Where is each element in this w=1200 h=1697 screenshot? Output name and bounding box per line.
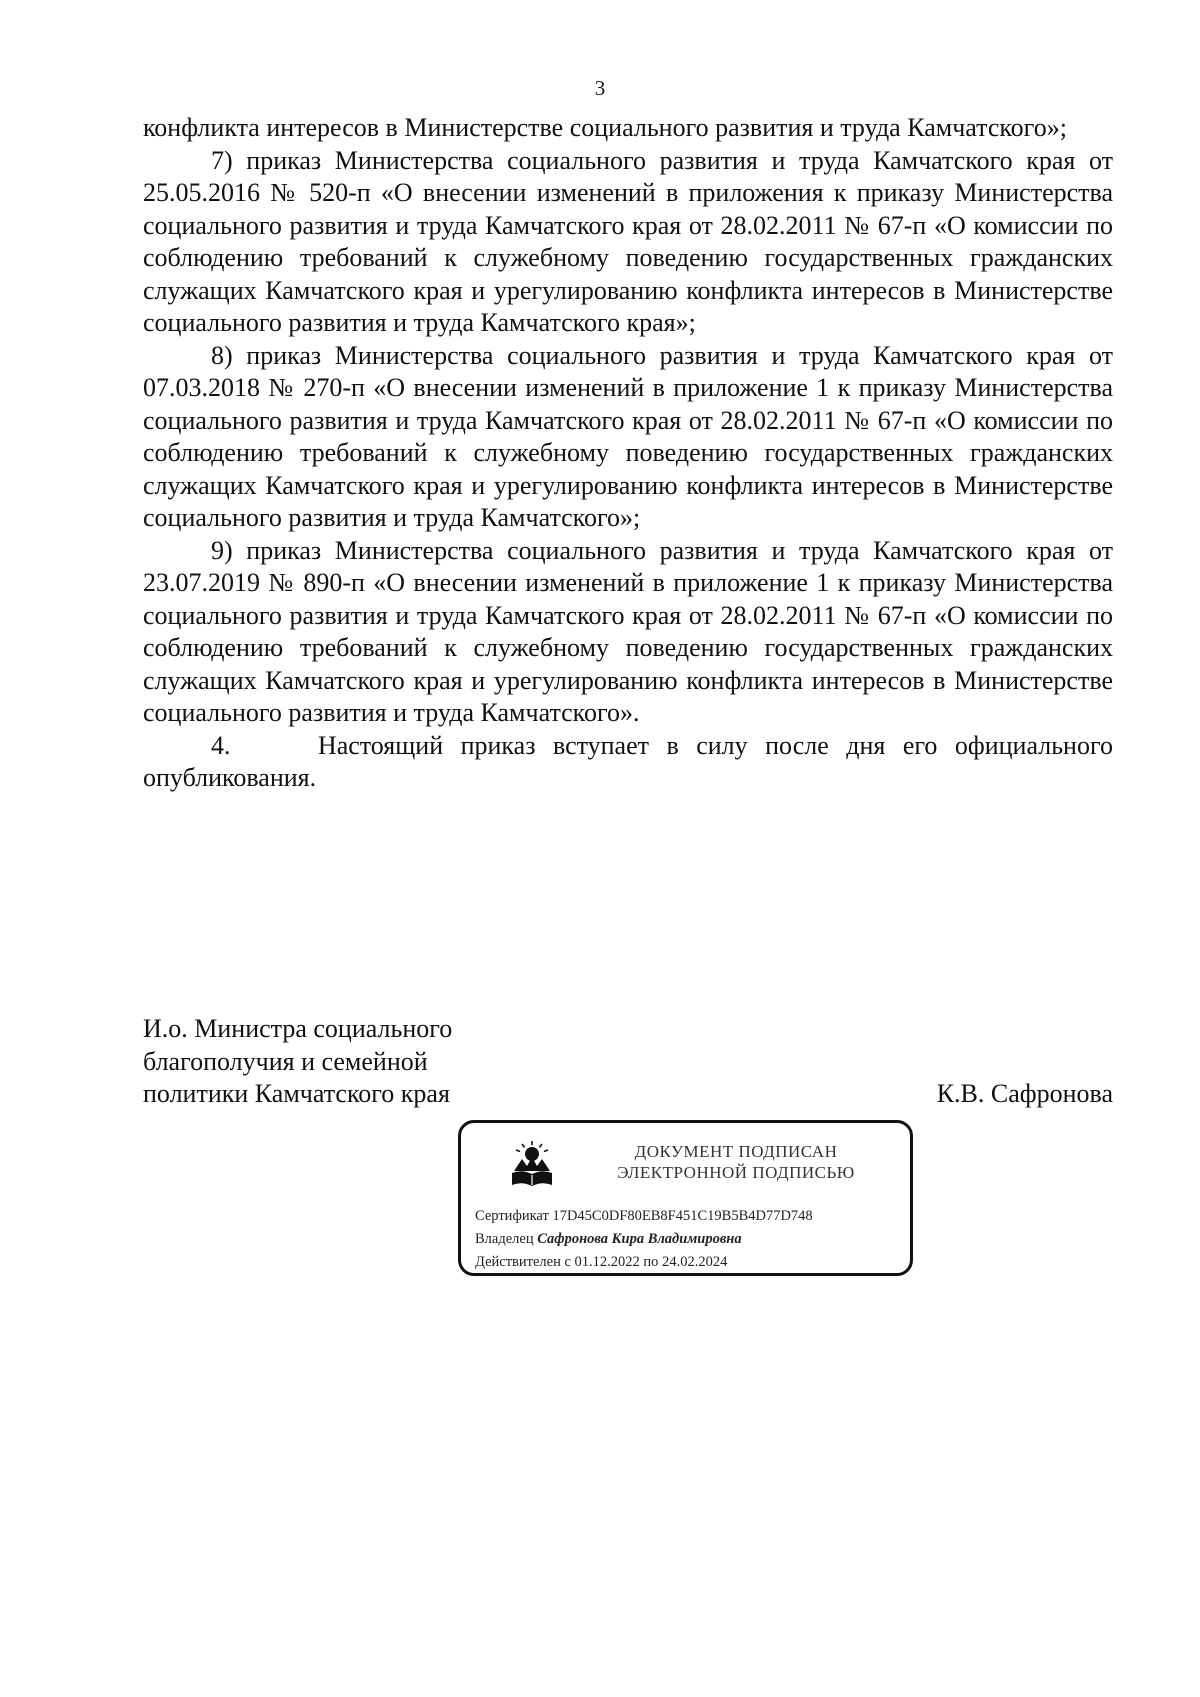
- valid-to: 24.02.2024: [662, 1254, 728, 1270]
- electronic-signature-stamp: [458, 1120, 913, 1276]
- stamp-owner-row: [475, 1228, 813, 1251]
- kamchatka-emblem-icon: [507, 1139, 557, 1189]
- stamp-heading: [576, 1141, 896, 1183]
- page-number: 3: [594, 76, 606, 100]
- stamp-certificate-row: [475, 1205, 813, 1228]
- signature-block: [143, 1013, 1113, 1111]
- document-body: [143, 112, 1120, 795]
- valid-label: Действителен с: [475, 1254, 571, 1270]
- paragraph-clause-4: 4. Настоящий приказ вступает в силу после дня его официального опубликования.: [143, 730, 1120, 792]
- signer-title-line: политики Камчатского края: [143, 1079, 450, 1108]
- paragraph-item-9: 9) приказ Министерства социального развития и труда Камчатского края от 23.07.2019 № 890-п «О внесении изменений в приложение 1 к приказу Министерства социального развития и труда Камчатского края от 28.02.2011 № 67-п «О комиссии по соблюдению требований к служебному поведению государственных гражданских служащих Камчатского края и урегулированию конфликта интересов в Министерстве социального развития и труда Камчатского».: [143, 535, 1113, 727]
- paragraph-item-8: 8) приказ Министерства социального развития и труда Камчатского края от 07.03.2018 № 270-п «О внесении изменений в приложение 1 к приказу Министерства социального развития и труда Камчатского края от 28.02.2011 № 67-п «О комиссии по соблюдению требований к служебному поведению государственных гражданских служащих Камчатского края и урегулированию конфликта интересов в Министерстве социального развития и труда Камчатского»;: [143, 340, 1113, 532]
- stamp-validity-row: [475, 1251, 813, 1274]
- owner-label: Владелец: [475, 1231, 534, 1247]
- signer-name: К.В. Сафронова: [936, 1079, 1113, 1108]
- signer-title-line: благополучия и семейной: [143, 1046, 428, 1076]
- stamp-heading-line: ЭЛЕКТРОННОЙ ПОДПИСЬЮ: [617, 1163, 855, 1182]
- valid-to-label: по: [643, 1254, 659, 1270]
- paragraph-item-7: 7) приказ Министерства социального развития и труда Камчатского края от 25.05.2016 № 520-п «О внесении изменений в приложения к приказу Министерства социального развития и труда Камчатского края от 28.02.2011 № 67-п «О комиссии по соблюдению требований к служебному поведению государственных гражданских служащих Камчатского края и урегулированию конфликта интересов в Министерстве социального развития и труда Камчатского края»;: [143, 145, 1113, 337]
- signer-title-line: И.о. Министра социального: [143, 1014, 453, 1043]
- stamp-details: [475, 1205, 813, 1274]
- certificate-label: Сертификат: [475, 1208, 549, 1224]
- valid-from: 01.12.2022: [574, 1254, 640, 1270]
- certificate-value: 17D45C0DF80EB8F451C19B5B4D77D748: [552, 1208, 813, 1224]
- paragraph-continuation: конфликта интересов в Министерстве социального развития и труда Камчатского»;: [143, 113, 1067, 142]
- owner-value: Сафронова Кира Владимировна: [537, 1231, 742, 1247]
- stamp-heading-line: ДОКУМЕНТ ПОДПИСАН: [634, 1142, 838, 1161]
